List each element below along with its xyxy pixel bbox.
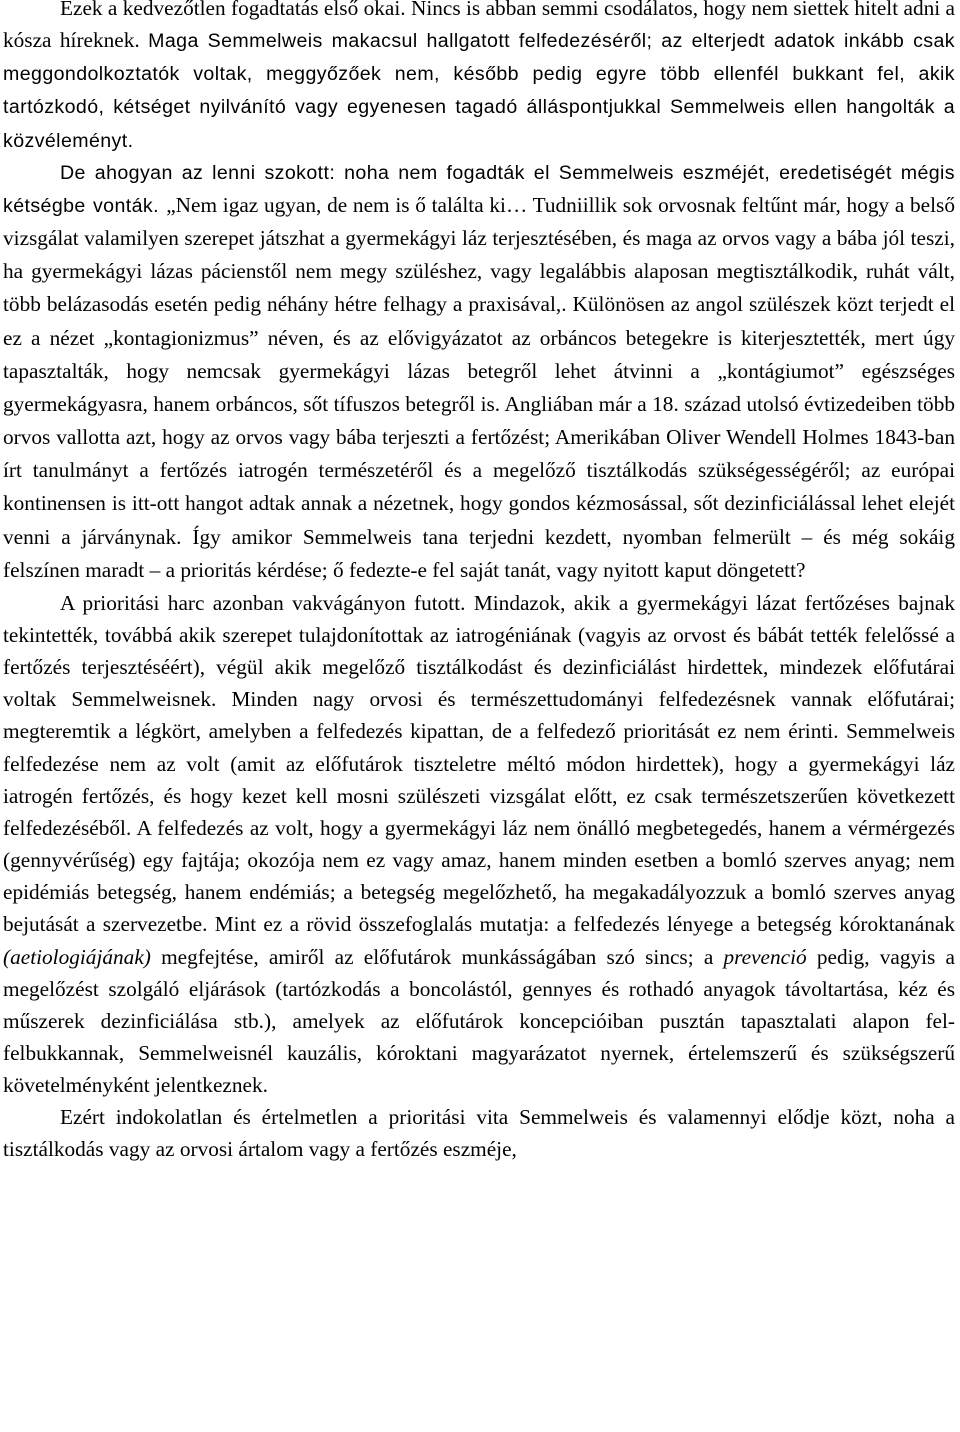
paragraph-2-lead: De ahogyan az lenni szokott: noha nem fogadták el Semmelweis eszméjét, eredetiségét mégis kétségbe vonták. (3, 161, 955, 217)
paragraph-3-text-1: A prioritási harc azonban vakvágányon futott. Mindazok, akik a gyermekágyi lázat fertőzéses bajnak tekintették, továbbá akik szerepet tulajdonítottak az iatrogéniának (vagyis az orvost és bábát tették felelőssé a fertőzés terjesztéséért), végül akik megelőző tisztálkodást és dezinficiálást hirdettek, mindezek előfutárai voltak Semmelweisnek. Minden nagy orvosi és természettudományi felfedezésnek vannak előfutárai; megteremtik a légkört, amelyben a felfedezés kipattan, de a felfedező prioritását ez nem érinti. Semmelweis felfedezése nem az volt (amit az előfutárok tiszteletre méltó módon hirdettek), hogy a gyermekágyi láz iatrogén fertőzés, és hogy kezet kell mosni szülészeti vizsgálat előtt, ez csak természetszerűen következett felfedezéséből. A felfedezés az volt, hogy a gyermekágyi láz nem önálló megbetegedés, hanem a vérmérgezés (gennyvérűség) egy fajtája; okozója nem ez vagy amaz, hanem minden esetben a bomló szerves anyag; nem epidémiás betegség, hanem endémiás; a betegség megelőzhető, ha megakadályozzuk a bomló szerves anyag bejutását a szervezetbe. Mint ez a rövid összefoglalás mutatja: a felfedezés lényege a betegség kóroktanának (3, 590, 955, 937)
paragraph-3 (3, 587, 955, 1102)
paragraph-3-italic-prevention: prevenció (723, 944, 807, 969)
paragraph-1-sentence-a: Ezek a kedvezőtlen fogadtatás első okai. Nincs is abban semmi csodálatos, hogy nem siettek hitelt adni a kósza híreknek. (3, 0, 955, 53)
document-page (3, 0, 955, 1166)
paragraph-3-text-2: megfejtése, amiről az előfutárok munkásságában szó sincs; a (150, 944, 724, 969)
paragraph-2 (3, 157, 955, 587)
paragraph-2-body: „Nem igaz ugyan, de nem is ő találta ki… Tudniillik sok orvosnak feltűnt már, hogy a belső vizsgálat valamilyen szerepet játszhat a gyermekágyi láz terjesztésében, és maga az orvos vagy a bába jól teszi, ha gyermekágyi lázas pácienstől nem megy szüléshez, vagy legalábbis alaposan megtisztálkodik, ruhát vált, több belázasodás esetén pedig néhány hétre felhagy a praxisával,. Különösen az angol szülészek közt terjedt el ez a nézet „kontagionizmus” néven, és az elővigyázatot az orbáncos betegekre is kiterjesztették, mert úgy tapasztalták, hogy nemcsak gyermekágyi lázas betegről lehet átvinni a „kontágiumot” egészséges gyermekágyasra, hanem orbáncos, sőt tífuszos betegről is. Angliában már a 18. század utolsó évtizedeiben több orvos vallotta azt, hogy az orvos vagy bába terjeszti a fertőzést; Amerikában Oliver Wendell Holmes 1843-ban írt tanulmányt a fertőzés iatrogén természetéről és a megelőző tisztálkodás szükségességéről; az európai kontinensen is itt-ott hangot adtak annak a nézetnek, hogy gondos kézmosással, sőt dezinficiálással lehet elejét venni a járványnak. Így amikor Semmelweis tana terjedni kezdett, nyomban felmerült – és még sokáig felszínen maradt – a prioritás kérdése; ő fedezte-e fel saját tanát, vagy nyitott kaput döngetett? (3, 192, 955, 582)
paragraph-4 (3, 1101, 955, 1165)
paragraph-1 (3, 0, 955, 157)
paragraph-3-text-3: pedig, vagyis a megelőzést szolgáló eljárások (tartózkodás a boncolástól, gennyes és rothadó anyagok távoltartása, kéz és műszerek dezinficiálása stb.), amelyek az előfutárok koncepcióiban pusztán tapasztalati alapon fel-felbukkannak, Semmelweisnél kauzális, kóroktani magyarázatot nyernek, értelemszerű és szükségszerű követelményként jelentkeznek. (3, 944, 955, 1098)
paragraph-4-text: Ezért indokolatlan és értelmetlen a prioritási vita Semmelweis és valamennyi elődje közt, noha a tisztálkodás vagy az orvosi ártalom vagy a fertőzés eszméje, (3, 1105, 955, 1162)
paragraph-3-italic-aetiology: (aetiologiájának) (3, 944, 151, 969)
paragraph-1-sentence-b: Maga Semmelweis makacsul hallgatott felfedezéséről; az elterjedt adatok inkább csak meggondolkoztatók voltak, meggyőzőek nem, később pedig egyre több ellenfél bukkant fel, akik tartózkodó, kétséget nyilvánító vagy egyenesen tagadó álláspontjukkal Semmelweis ellen hangolták a közvéleményt. (3, 30, 955, 152)
